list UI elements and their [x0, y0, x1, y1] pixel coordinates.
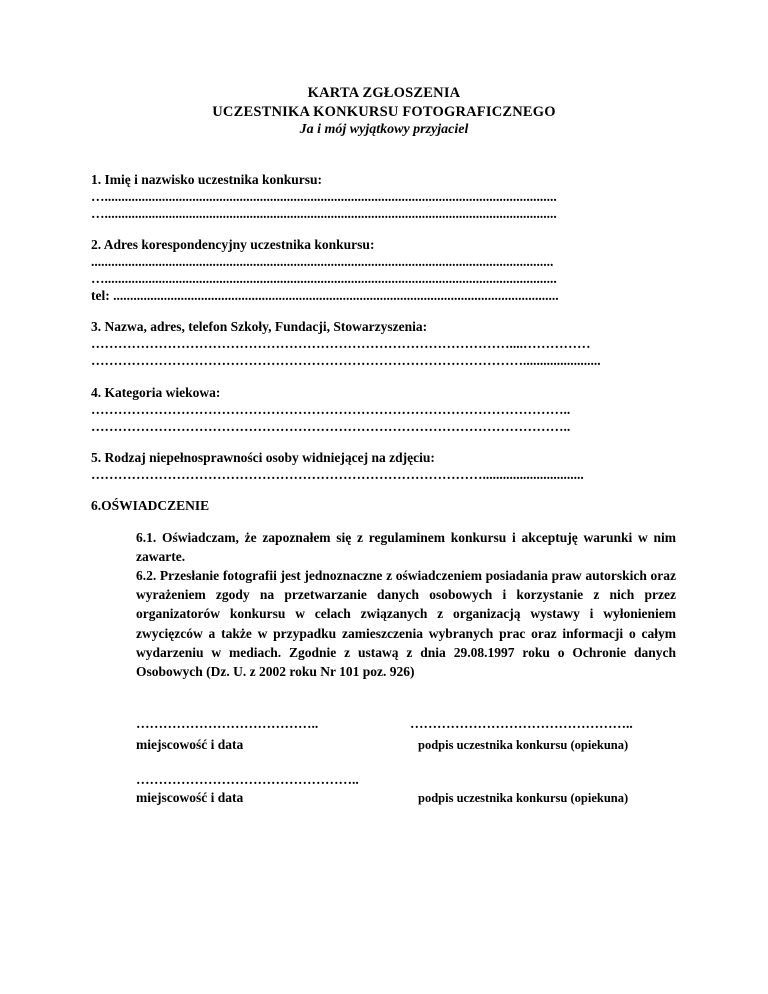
section-2-label: 2. Adres korespondencyjny uczestnika konkursu: [91, 237, 375, 252]
section-2-field-line-1[interactable] [91, 253, 673, 270]
section-1-field-line-1[interactable] [91, 188, 673, 205]
section-4-dots: …………………………………………………………………………………………….. [91, 419, 571, 434]
section-2-dots: ......................................................................................................................................... [91, 254, 554, 269]
signature-line-1[interactable]: ………………………………………….. [410, 716, 633, 731]
section-5-dots: …………………………………………………………………………….............................. [91, 467, 584, 482]
section-3-field-line-1[interactable] [91, 335, 673, 352]
section-2-field-line-2[interactable] [91, 270, 673, 287]
statement-6-2: 6.2. Przesłanie fotografii jest jednoznaczne z oświadczeniem posiadania praw autorskich oraz wyrażeniem zgody na przetwarzanie danych osobowych i korzystanie z nich przez organizatorów konkursu w celach związanych z organizacją wystawy i wyłonieniem zwycięzców a także w przypadku zamieszczenia wybranych prac oraz informacji o całym wydarzeniu w mediach. Zgodnie z ustawą z dnia 29.08.1997 roku o Ochronie danych Osobowych (Dz. U. z 2002 roku Nr 101 poz. 926) [136, 568, 676, 680]
section-1-field-line-2[interactable] [91, 205, 673, 222]
signature-place-date-line-1[interactable]: ………………………………….. [136, 716, 319, 731]
place-date-caption-1: miejscowość i data [136, 737, 244, 752]
signature-place-date-line-2[interactable]: ………………………………………….. [136, 772, 359, 787]
section-6-heading: 6.OŚWIADCZENIE [91, 498, 210, 513]
section-2-phone-line[interactable] [91, 287, 673, 304]
form-title-line2: UCZESTNIKA KONKURSU FOTOGRAFICZNEGO [212, 104, 556, 120]
form-subtitle: Ja i mój wyjątkowy przyjaciel [299, 122, 469, 137]
section-1-dots: …...................................................................................................................................... [91, 206, 557, 221]
section-4-dots: …………………………………………………………………………………………….. [91, 402, 571, 417]
section-3-dots: ……………………………………………………………………………………....................... [91, 353, 601, 368]
section-5-field-line-1[interactable] [91, 466, 673, 483]
place-date-caption-2: miejscowość i data [136, 790, 244, 805]
section-1-dots: …...................................................................................................................................... [91, 189, 557, 204]
section-3-label: 3. Nazwa, adres, telefon Szkoły, Fundacji, Stowarzyszenia: [91, 319, 428, 334]
section-4-field-line-2[interactable] [91, 418, 673, 435]
section-2-phone-dots: tel: .................................................................................................................................... [91, 288, 559, 303]
section-4-field-line-1[interactable] [91, 401, 673, 418]
section-3-field-line-2[interactable] [91, 352, 673, 369]
signature-caption-2: podpis uczestnika konkursu (opiekuna) [418, 791, 629, 805]
form-title-line1: KARTA ZGŁOSZENIA [307, 85, 461, 101]
section-1-label: 1. Imię i nazwisko uczestnika konkursu: [91, 172, 323, 187]
section-3-dots: …………………………………………………………………………………....…………… [91, 336, 591, 351]
section-4-label: 4. Kategoria wiekowa: [91, 385, 221, 400]
signature-caption-1: podpis uczestnika konkursu (opiekuna) [418, 738, 629, 752]
statement-6-1: 6.1. Oświadczam, że zapoznałem się z regulaminem konkursu i akceptuję warunki w nim zawarte. [136, 530, 676, 565]
section-2-dots: …...................................................................................................................................... [91, 271, 557, 286]
section-5-label: 5. Rodzaj niepełnosprawności osoby widniejącej na zdjęciu: [91, 450, 435, 465]
